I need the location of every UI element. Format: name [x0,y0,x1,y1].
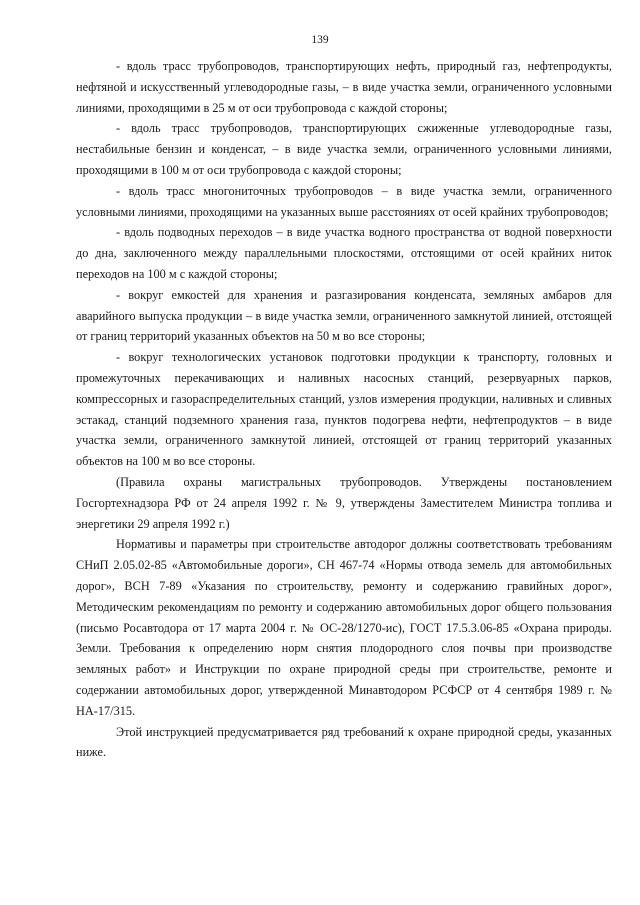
paragraph-condensate-tanks: - вокруг емкостей для хранения и разгазирования конденсата, земляных амбаров для аварийного выпуска продукции – в виде участка земли, ограниченного замкнутой линией, отстоящей от границ территорий указанных объектов на 50 м во все стороны; [76,287,612,344]
paragraph-underwater-crossings: - вдоль подводных переходов – в виде участка водного пространства от водной поверхности до дна, заключенного между параллельными плоскостями, отстоящими от осей крайних ниток переходов на 100 м с каждой стороны; [76,225,612,281]
paragraph-pipeline-oil-gas: - вдоль трасс трубопроводов, транспортирующих нефть, природный газ, нефтепродукты, нефтяной и искусственный углеводородные газы, – в виде участка земли, ограниченного условными линиями, проходящими в 25 м от оси трубопровода с каждой стороны; [76,59,612,115]
body-text [76,56,612,763]
paragraph-technological-installations: - вокруг технологических установок подготовки продукции к транспорту, головных и промежуточных перекачивающих и наливных насосных станций, резервуарных парков, компрессорных и газораспределительных станций, узлов измерения продукции, наливных и сливных эстакад, станций подземного хранения газа, пунктов подогрева нефти, нефтепродуктов – в виде участка земли, ограниченного замкнутой линией, отстоящей от границ территорий указанных объектов на 100 м во все стороны. [76,350,612,469]
paragraph-road-standards: Нормативы и параметры при строительстве автодорог должны соответствовать требованиям СНиП 2.05.02-85 «Автомобильные дороги», СН 467-74 «Нормы отвода земель для автомобильных дорог», ВСН 7-89 «Указания по строительству, ремонту и содержанию гравийных дорог», Методическим рекомендациям по ремонту и содержанию автомобильных дорог общего пользования (письмо Росавтодора от 17 марта 2004 г. № ОС-28/1270-ис), ГОСТ 17.5.3.06-85 «Охрана природы. Земли. Требования к определению норм снятия плодородного слоя почвы при производстве земляных работ» и Инструкции по охране природной среды при строительстве, ремонте и содержании автомобильных дорог, утвержденной Минавтодором РСФСР от 4 сентября 1989 г. № НА-17/315. [76,537,612,718]
paragraph-pipeline-liquefied-gas: - вдоль трасс трубопроводов, транспортирующих сжиженные углеводородные газы, нестабильные бензин и конденсат, – в виде участка земли, ограниченного условными линиями, проходящими в 100 м от оси трубопровода с каждой стороны; [76,121,612,177]
paragraph-rules-citation: (Правила охраны магистральных трубопроводов. Утверждены постановлением Госгортехнадзора РФ от 24 апреля 1992 г. № 9, утверждены Заместителем Министра топлива и энергетики 29 апреля 1992 г.) [76,474,612,531]
paragraph-instruction-requirements: Этой инструкцией предусматривается ряд требований к охране природной среды, указанных ниже. [76,724,612,760]
paragraph-multiline-pipelines: - вдоль трасс многониточных трубопроводов – в виде участка земли, ограниченного условными линиями, проходящими на указанных выше расстояниях от осей крайних трубопроводов; [76,183,612,219]
page-number: 139 [311,34,329,46]
